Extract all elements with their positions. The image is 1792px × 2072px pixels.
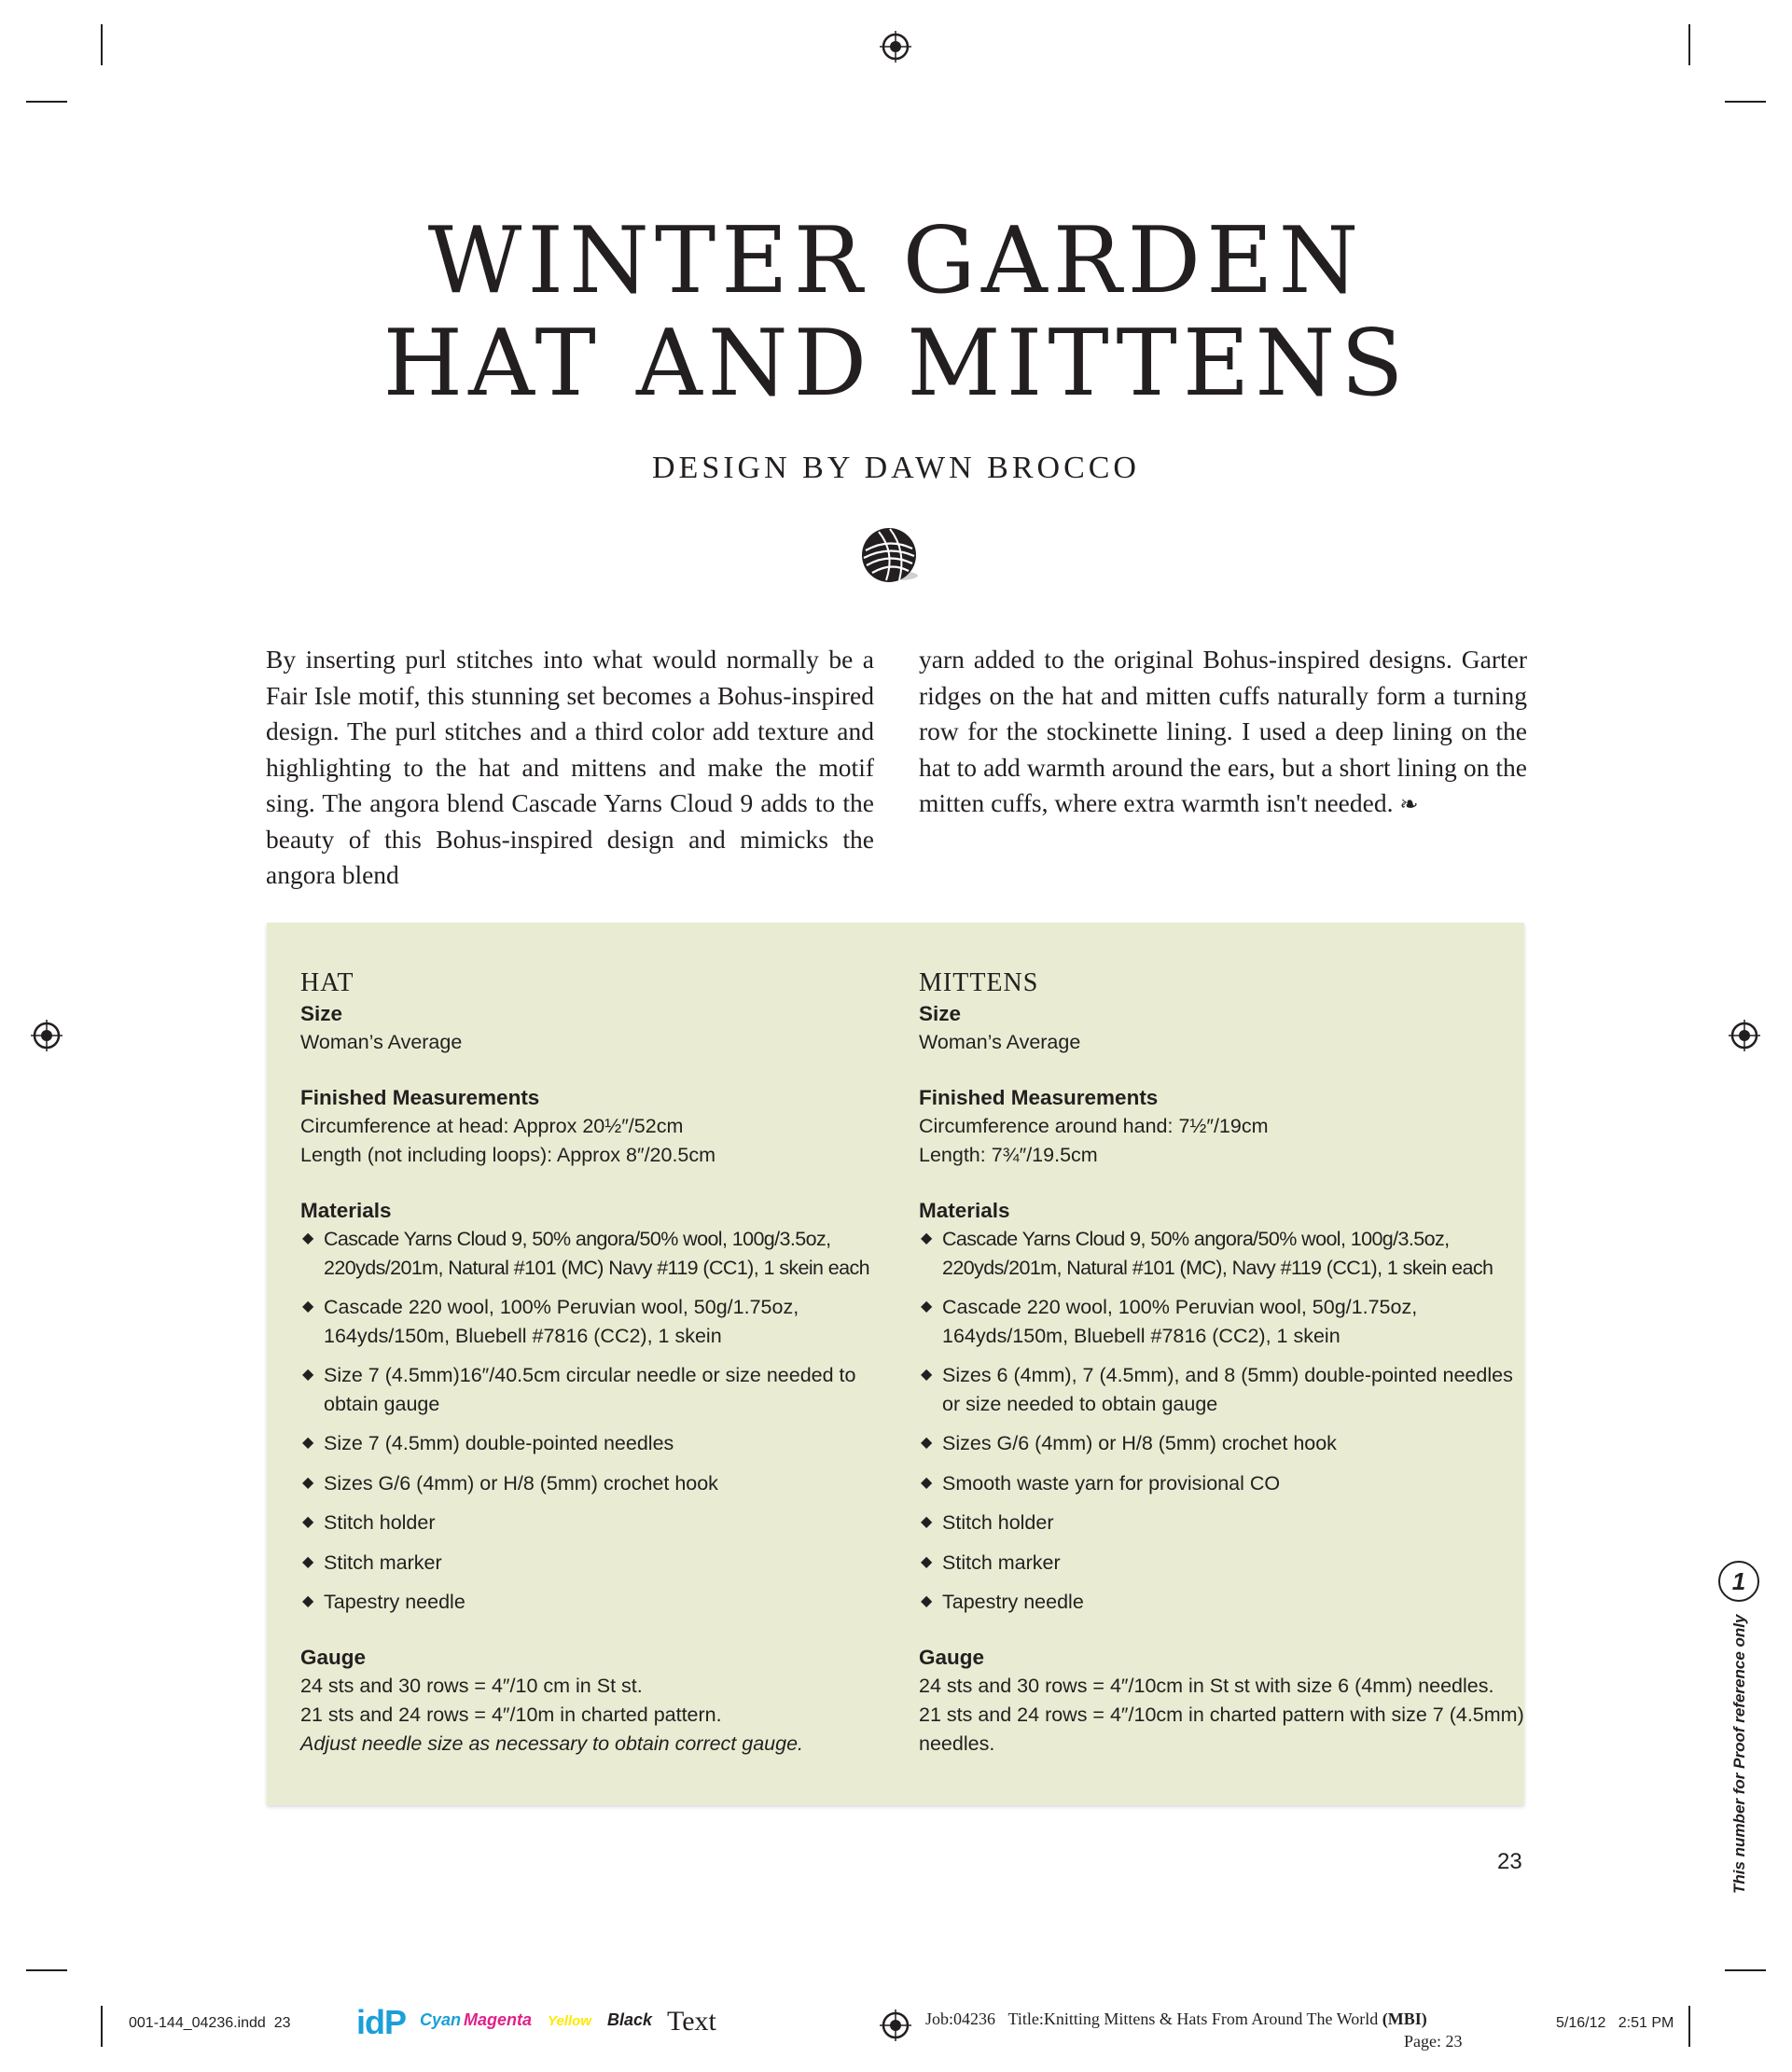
mittens-size-value: Woman’s Average xyxy=(919,1031,1081,1053)
hat-measurement: Length (not including loops): Approx 8″/20.5cm xyxy=(300,1144,716,1166)
crop-mark xyxy=(101,2006,103,2047)
list-item: ◆ Stitch marker xyxy=(300,1549,916,1578)
crop-mark xyxy=(1725,101,1766,103)
registration-mark-icon xyxy=(30,1019,63,1052)
hat-gauge-line: 21 sts and 24 rows = 4″/10m in charted pattern. xyxy=(300,1703,722,1726)
hat-measurements-label: Finished Measurements xyxy=(300,1086,540,1109)
crop-mark xyxy=(26,101,67,103)
intro-text-right xyxy=(919,642,1527,824)
slug-title-code: (MBI) xyxy=(1382,2009,1427,2028)
list-item: ◆ Tapestry needle xyxy=(919,1588,1535,1617)
sep-cyan: Cyan xyxy=(420,2010,462,2029)
crop-mark xyxy=(1725,1969,1766,1971)
registration-mark-icon xyxy=(879,2009,912,2042)
slug-datetime xyxy=(1556,2015,1674,2032)
hat-size-value: Woman’s Average xyxy=(300,1031,463,1053)
mittens-size-label: Size xyxy=(919,1002,962,1025)
slug-file-page: 23 xyxy=(273,2015,291,2031)
hat-gauge-line: 24 sts and 30 rows = 4″/10 cm in St st. xyxy=(300,1674,643,1697)
list-item: ◆ Sizes G/6 (4mm) or H/8 (5mm) crochet hook xyxy=(919,1429,1535,1458)
slug-job xyxy=(925,2009,1427,2029)
sep-black: Black xyxy=(607,2010,653,2029)
sep-magenta: Magenta xyxy=(464,2010,533,2029)
proof-note: This number for Proof reference only xyxy=(1730,1614,1748,1894)
list-item: ◆ Size 7 (4.5mm)16″/40.5cm circular needle or size needed to obtain gauge xyxy=(300,1361,916,1418)
title-line-2: HAT AND MITTENS xyxy=(382,311,1410,417)
slug-title: Title:Knitting Mittens & Hats From Around The World xyxy=(1007,2009,1379,2028)
mittens-column xyxy=(919,968,1535,1759)
slug-job-number: Job:04236 xyxy=(925,2009,996,2028)
list-item: ◆ Cascade 220 wool, 100% Peruvian wool, 50g/1.75oz, 164yds/150m, Bluebell #7816 (CC2), 1 skein xyxy=(919,1293,1535,1350)
list-item: ◆ Tapestry needle xyxy=(300,1588,916,1617)
list-item: ◆ Size 7 (4.5mm) double-pointed needles xyxy=(300,1429,916,1458)
idp-logo: idP xyxy=(356,2003,407,2041)
list-item: ◆ Cascade Yarns Cloud 9, 50% angora/50% wool, 100g/3.5oz, 220yds/201m, Natural #101 (MC) Navy #119 (CC1), 1 skein each xyxy=(300,1225,916,1282)
mittens-gauge-label: Gauge xyxy=(919,1645,985,1669)
slug-date: 5/16/12 xyxy=(1556,2015,1606,2031)
mittens-gauge-line: 21 sts and 24 rows = 4″/10cm in charted pattern with size 7 (4.5mm) needles. xyxy=(919,1703,1524,1755)
mittens-gauge-line: 24 sts and 30 rows = 4″/10cm in St st with size 6 (4mm) needles. xyxy=(919,1674,1494,1697)
registration-mark-icon xyxy=(879,30,912,63)
mittens-materials-list xyxy=(919,1225,1535,1617)
list-item: ◆ Stitch holder xyxy=(300,1509,916,1537)
mittens-measurement: Circumference around hand: 7½″/19cm xyxy=(919,1115,1269,1137)
fleuron-icon: ❧ xyxy=(1399,793,1419,817)
sep-yellow: Yellow xyxy=(548,2013,591,2029)
list-item: ◆ Sizes 6 (4mm), 7 (4.5mm), and 8 (5mm) double-pointed needles or size needed to obtain gauge xyxy=(919,1361,1535,1418)
hat-materials-label: Materials xyxy=(300,1199,392,1222)
slug-file xyxy=(129,2015,291,2032)
mittens-measurement: Length: 7¾″/19.5cm xyxy=(919,1144,1098,1166)
yarn-ball-icon xyxy=(858,524,924,590)
slug-file-name: 001-144_04236.indd xyxy=(129,2015,266,2031)
crop-mark xyxy=(26,1969,67,1971)
intro-text-right-body: yarn added to the original Bohus-inspired designs. Garter ridges on the hat and mitten cuffs naturally form a turning row for the stockinette lining. I used a deep lining on the hat to add warmth around the ears, but a short lining on the mitten cuffs, where extra warmth isn't needed. xyxy=(919,645,1527,817)
proof-number: 1 xyxy=(1718,1561,1759,1602)
mittens-materials-label: Materials xyxy=(919,1199,1010,1222)
hat-heading: HAT xyxy=(300,968,354,997)
hat-gauge-note: Adjust needle size as necessary to obtain correct gauge. xyxy=(300,1731,804,1755)
list-item: ◆ Smooth waste yarn for provisional CO xyxy=(919,1469,1535,1498)
slug-text-label: Text xyxy=(667,2006,716,2037)
crop-mark xyxy=(1688,24,1690,65)
hat-size-label: Size xyxy=(300,1002,343,1025)
list-item: ◆ Stitch marker xyxy=(919,1549,1535,1578)
title-line-1: WINTER GARDEN xyxy=(427,208,1365,314)
hat-materials-list xyxy=(300,1225,916,1617)
list-item: ◆ Sizes G/6 (4mm) or H/8 (5mm) crochet hook xyxy=(300,1469,916,1498)
mittens-heading: MITTENS xyxy=(919,968,1039,997)
intro-text-left: By inserting purl stitches into what would normally be a Fair Isle motif, this stunning set becomes a Bohus-inspired design. The purl stitches and a third color add texture and highlighting to the hat and mittens and make the motif sing. The angora blend Cascade Yarns Cloud 9 adds to the beauty of this Bohus-inspired design and mimicks the angora blend xyxy=(266,645,874,889)
slug-time: 2:51 PM xyxy=(1618,2015,1674,2031)
slug-page: Page: 23 xyxy=(1404,2032,1463,2051)
list-item: ◆ Cascade 220 wool, 100% Peruvian wool, 50g/1.75oz, 164yds/150m, Bluebell #7816 (CC2), 1 skein xyxy=(300,1293,916,1350)
mittens-measurements-label: Finished Measurements xyxy=(919,1086,1159,1109)
hat-column xyxy=(300,968,916,1759)
crop-mark xyxy=(101,24,103,65)
crop-mark xyxy=(1688,2006,1690,2047)
page-number: 23 xyxy=(1497,1849,1522,1874)
page-title xyxy=(0,210,1792,415)
registration-mark-icon xyxy=(1728,1019,1761,1052)
byline: DESIGN BY DAWN BROCCO xyxy=(652,451,1140,485)
hat-measurement: Circumference at head: Approx 20½″/52cm xyxy=(300,1115,684,1137)
list-item: ◆ Cascade Yarns Cloud 9, 50% angora/50% wool, 100g/3.5oz, 220yds/201m, Natural #101 (MC), Navy #119 (CC1), 1 skein each xyxy=(919,1225,1535,1282)
list-item: ◆ Stitch holder xyxy=(919,1509,1535,1537)
hat-gauge-label: Gauge xyxy=(300,1645,367,1669)
